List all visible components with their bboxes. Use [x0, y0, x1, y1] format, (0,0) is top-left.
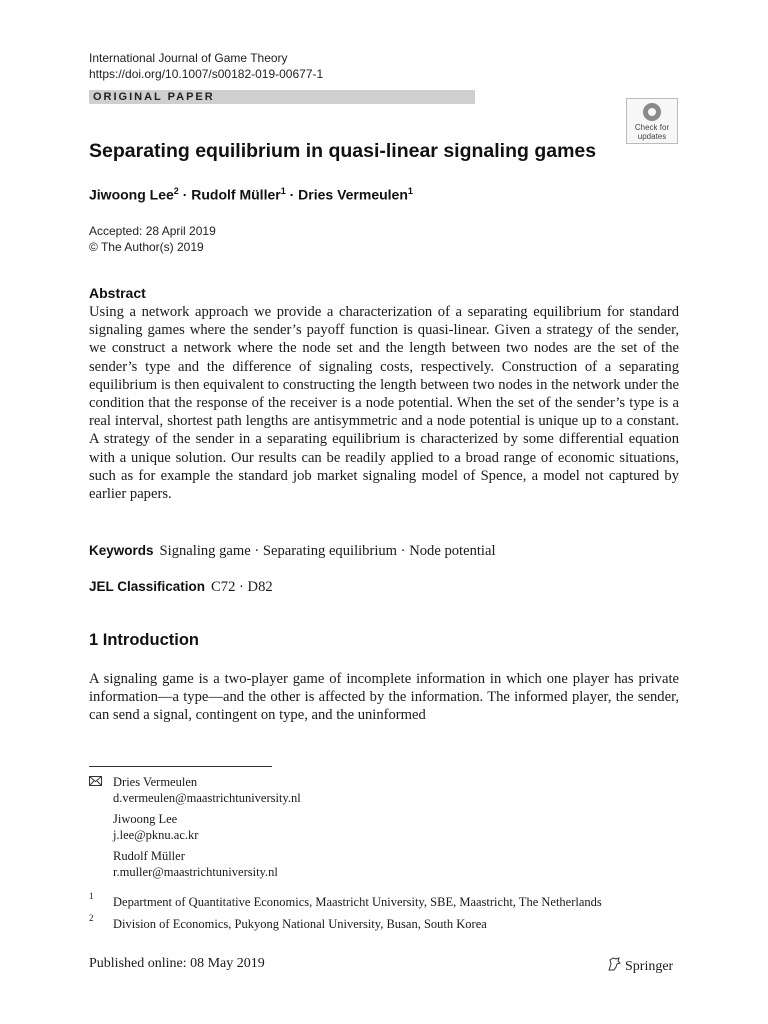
- author-name[interactable]: Dries Vermeulen: [298, 186, 408, 203]
- contact-email[interactable]: j.lee@pknu.ac.kr: [113, 827, 199, 842]
- section-heading: 1 Introduction: [89, 631, 199, 649]
- doi-link[interactable]: https://doi.org/10.1007/s00182-019-00677-1: [89, 67, 324, 81]
- contact-entry: [113, 812, 301, 843]
- jel-label: JEL Classification: [89, 579, 206, 594]
- jel-value: C72 · D82: [211, 579, 273, 595]
- footnote-divider: [89, 766, 272, 767]
- affiliation-text: Division of Economics, Pukyong National University, Busan, South Korea: [113, 917, 487, 931]
- corresponding-contacts: [113, 775, 301, 886]
- journal-header: [89, 50, 323, 82]
- author-separator: ·: [285, 186, 299, 203]
- author-affiliation-ref: 1: [407, 186, 413, 196]
- envelope-icon: [89, 776, 102, 786]
- article-title: Separating equilibrium in quasi-linear signaling games: [89, 140, 597, 162]
- contact-email[interactable]: r.muller@maastrichtuniversity.nl: [113, 864, 278, 879]
- accepted-date: Accepted: 28 April 2019: [89, 224, 216, 238]
- contact-name: Jiwoong Lee: [113, 812, 178, 826]
- affiliation-number: 1: [89, 891, 94, 901]
- contact-name: Rudolf Müller: [113, 849, 185, 863]
- author-affiliation-ref: 2: [173, 186, 179, 196]
- publisher-name: Springer: [625, 959, 674, 974]
- badge-line-2: updates: [637, 132, 667, 141]
- section-body: A signaling game is a two-player game of incomplete information in which one player has private information—a type—and the other is affected by the information. The informed player, the sender, can send a signal, contingent on type, and the uninformed: [89, 671, 679, 724]
- keywords-value: Signaling game · Separating equilibrium · Node potential: [159, 543, 496, 559]
- affiliation-text: Department of Quantitative Economics, Maastricht University, SBE, Maastricht, The Netherlands: [113, 895, 602, 909]
- contact-name: Dries Vermeulen: [113, 775, 198, 789]
- contact-entry: [113, 775, 301, 806]
- author-separator: ·: [178, 186, 192, 203]
- keywords-label: Keywords: [89, 543, 154, 558]
- springer-horse-icon: [606, 956, 622, 972]
- article-type-banner: ORIGINAL PAPER: [89, 90, 475, 104]
- keywords-line: [89, 543, 496, 560]
- author-affiliation-ref: 1: [280, 186, 286, 196]
- author-list: [89, 186, 413, 203]
- copyright-notice: © The Author(s) 2019: [89, 239, 204, 254]
- author-name[interactable]: Rudolf Müller: [191, 186, 281, 203]
- article-dates: [89, 224, 216, 255]
- check-for-updates-badge[interactable]: [626, 98, 678, 144]
- abstract-heading: Abstract: [89, 285, 146, 301]
- badge-line-1: Check for: [634, 123, 670, 132]
- contact-email[interactable]: d.vermeulen@maastrichtuniversity.nl: [113, 790, 301, 805]
- contact-entry: [113, 849, 301, 880]
- published-online-date: Published online: 08 May 2019: [89, 956, 265, 971]
- author-name[interactable]: Jiwoong Lee: [89, 186, 174, 203]
- journal-name: International Journal of Game Theory: [89, 51, 288, 65]
- abstract-text: Using a network approach we provide a characterization of a separating equilibrium for standard signaling games where the sender’s payoff function is quasi-linear. Given a strategy of the sender, we construct a network where the node set and the length between two nodes are the set of the sender’s type and the difference of signaling costs, respectively. Construction of a separating equilibrium is then equivalent to constructing the length between two nodes in the network under the condition that the response of the receiver is a node potential. When the set of the sender’s type is a real interval, shortest path lengths are antisymmetric and a node potential is unique up to a constant. A strategy of the sender in a separating equilibrium is characterized by some differential equation with a unique solution. Our results can be readily applied to a broad range of economic situations, such as for example the standard job market signaling model of Spence, a model not captured by earlier papers.: [89, 304, 679, 503]
- publisher-logo: [606, 956, 673, 975]
- jel-line: [89, 579, 273, 596]
- affiliation-number: 2: [89, 913, 94, 923]
- check-updates-icon: [643, 103, 661, 121]
